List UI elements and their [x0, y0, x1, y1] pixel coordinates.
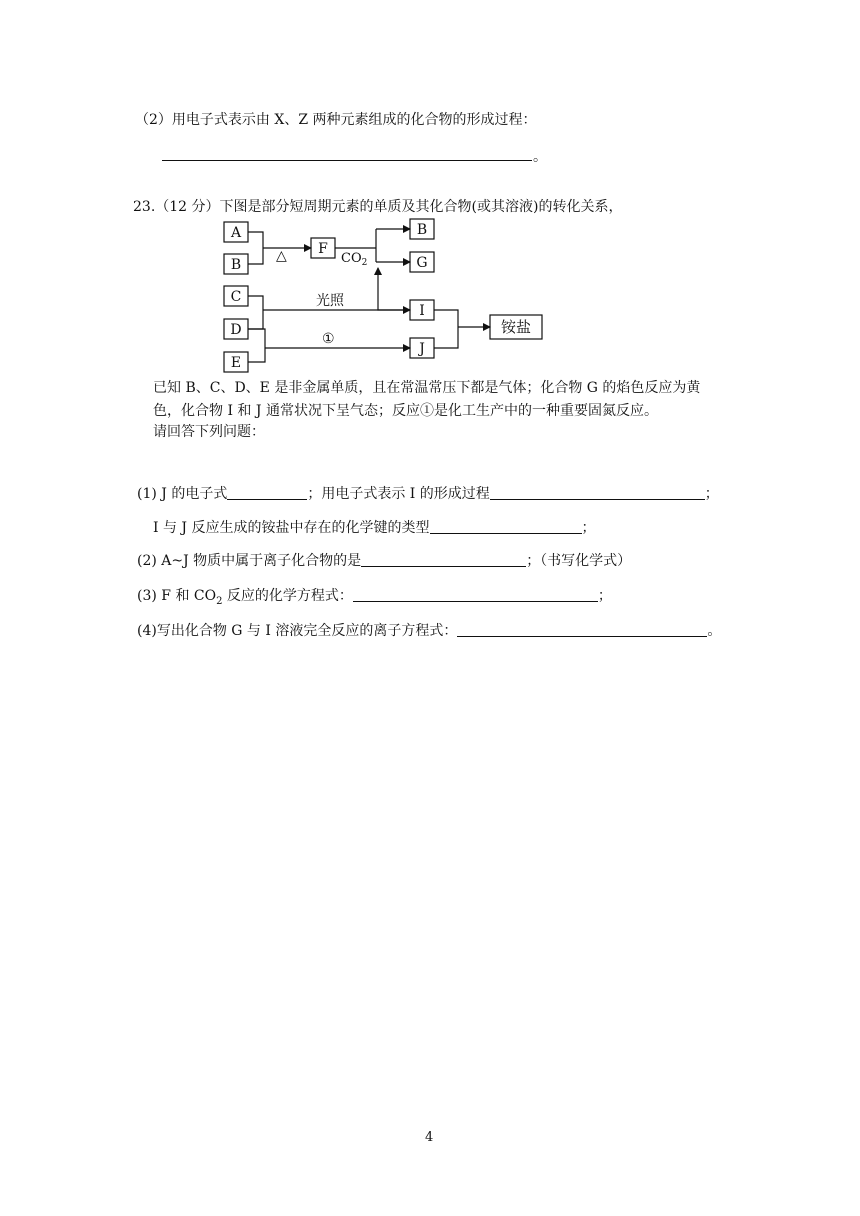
q23-number: 23. [133, 199, 156, 215]
q23-score: （12 分） [155, 199, 220, 215]
q2-ionic-blank[interactable] [361, 552, 526, 567]
page-number: 4 [425, 1130, 434, 1145]
q23-sub1-line1 [137, 484, 719, 504]
q3-label-b: 反应的化学方程式： [222, 588, 353, 604]
q2-end: ；（书写化学式） [526, 553, 632, 569]
q1-bond-type-label: I 与 J 反应生成的铵盐中存在的化学键的类型 [153, 520, 430, 536]
q22-part2-text: （2）用电子式表示由 X、Z 两种元素组成的化合物的形成过程： [135, 112, 537, 128]
q23-sub2 [137, 551, 631, 571]
node-e-label: E [230, 355, 242, 371]
q2-label: (2) A~J 物质中属于离子化合物的是 [137, 553, 362, 569]
heat-label: △ [276, 248, 287, 264]
q23-prompt: 请回答下列问题： [153, 424, 265, 440]
q23-given-line2: 色，化合物 I 和 J 通常状况下呈气态；反应①是化工生产中的一种重要固氮反应。 [153, 403, 658, 419]
q1-i-process-label: ；用电子式表示 I 的形成过程 [307, 486, 490, 502]
q23-sub3 [137, 586, 612, 612]
node-j-label: J [419, 341, 425, 357]
q4-end: 。 [707, 623, 722, 639]
node-a-label: A [230, 225, 242, 241]
q3-equation-blank[interactable] [353, 587, 598, 602]
node-d-label: D [230, 322, 242, 338]
q22-end-mark: 。 [533, 149, 547, 165]
q3-sub: 2 [216, 595, 223, 607]
q3-label-a: (3) F 和 CO [137, 588, 217, 604]
q23-sub1-line2 [153, 518, 596, 538]
node-b-label: B [230, 257, 242, 273]
q1-i-process-blank[interactable] [490, 485, 705, 500]
q1-bond-end-mark: ； [581, 520, 596, 536]
q4-label: (4)写出化合物 G 与 I 溶液完全反应的离子方程式： [137, 623, 458, 639]
q1-j-electron-blank[interactable] [227, 485, 307, 500]
node-b2-label: B [416, 222, 428, 238]
q23-sub4 [137, 621, 721, 641]
node-i-label: I [419, 303, 425, 319]
light-label: 光照 [316, 293, 344, 309]
q4-ionic-equation-blank[interactable] [457, 622, 707, 637]
node-g-label: G [416, 255, 428, 271]
q23-given-line1: 已知 B、C、D、E 是非金属单质，且在常温常压下都是气体；化合物 G 的焰色反应为黄 [153, 380, 701, 396]
q1-end-mark: ； [704, 486, 719, 502]
q3-end: ； [597, 588, 612, 604]
node-f-label: F [318, 241, 328, 257]
node-ammonium-label: 铵盐 [500, 318, 532, 336]
node-c-label: C [230, 289, 242, 305]
q23-stem: 下图是部分短周期元素的单质及其化合物(或其溶液)的转化关系， [219, 199, 623, 215]
q1-j-electron-label: (1) J 的电子式 [137, 486, 228, 502]
reaction1-label: ① [322, 331, 335, 347]
q1-bond-type-blank[interactable] [430, 519, 582, 534]
co2-label: $CO_2$ [341, 251, 368, 268]
